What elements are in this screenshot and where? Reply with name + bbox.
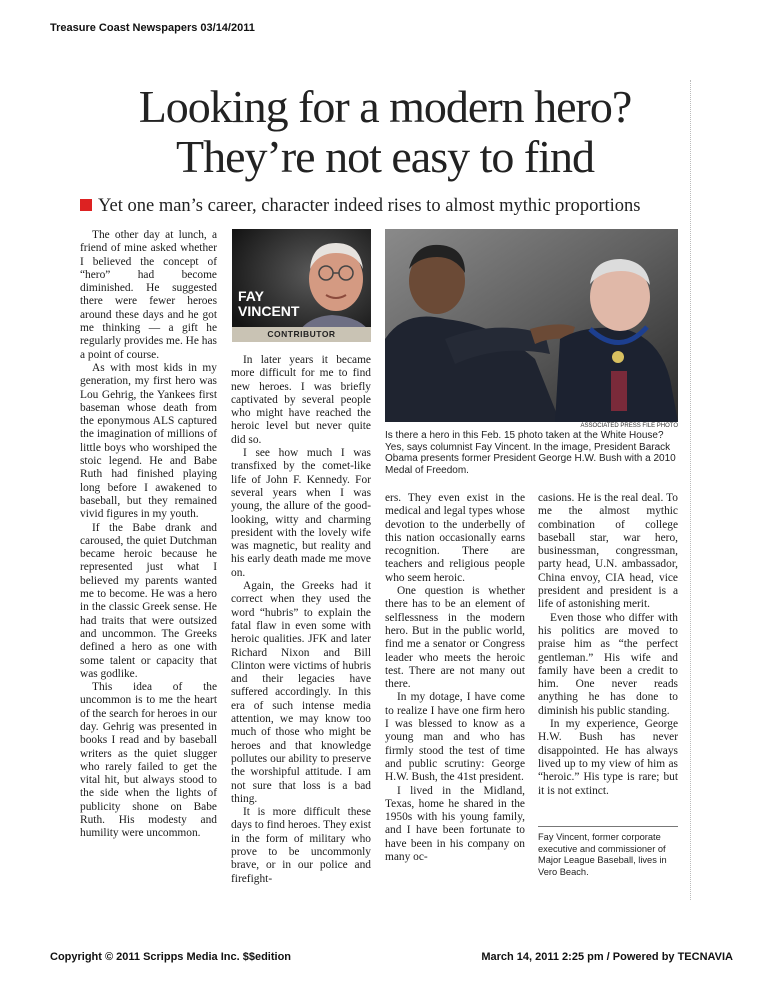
article-column-1 xyxy=(80,229,217,841)
paragraph: Even those who differ with his politics are moved to praise him as “the perfect gentleman.” His wife and family have been a credit to him. One never reads anything he has done to diminish his public standing. xyxy=(538,611,678,717)
paragraph: In my dotage, I have come to realize I have one firm hero I was blessed to know as a young man and who has firmly stood the test of time and public scrutiny: George H.W. Bush, the 41st president. xyxy=(385,691,525,784)
headline-line-2: They’re not easy to find xyxy=(176,131,594,182)
paragraph: In my experience, George H.W. Bush has never disappointed. He has always lived up to my view of him as “heroic.” His type is rare; but it is not extinct. xyxy=(538,718,678,797)
contributor-name xyxy=(238,289,299,319)
portrait-image xyxy=(232,229,371,342)
paragraph: As with most kids in my generation, my first hero was Lou Gehrig, the Yankees first baseman whose death from the eponymous ALS captured the imagination of millions of little boys who worshiped the stoic legend. He and Babe Ruth had finished playing long before I awakened to baseball, but they remained vivid figures in my youth. xyxy=(80,361,217,521)
paragraph: ers. They even exist in the medical and legal types whose devotion to the underbelly of this nation occasionally earns recognition. There are teachers and religious people who seem heroic. xyxy=(385,492,525,584)
contributor-label: CONTRIBUTOR xyxy=(232,327,371,342)
article-column-4 xyxy=(538,492,678,798)
timestamp-footer: March 14, 2011 2:25 pm / Powered by TECNAVIA xyxy=(481,951,733,963)
paragraph: It is more difficult these days to find heroes. They exist in the form of military who prove to be uncommonly brave, or in our police and firefight- xyxy=(231,806,371,885)
page-edge-dots xyxy=(690,80,692,900)
paragraph: In later years it became more difficult for me to find new heroes. I was briefly captivated by several people who might have reached the heroic level but never quite did so. xyxy=(231,354,371,446)
medal-ceremony-photo xyxy=(385,229,678,422)
headline-line-1: Looking for a modern hero? xyxy=(138,81,632,132)
paragraph: This idea of the uncommon is to me the heart of the search for heroes in our day. Gehrig was presented in books I read and by baseball writers as the quiet slugger who rarely failed to get the vital hit, but always stood to the side when the lights of publicity shone on Babe Ruth. His modesty and humility were uncommon. xyxy=(80,681,217,840)
bio-divider xyxy=(538,826,678,827)
subheadline-text: Yet one man’s career, character indeed rises to almost mythic proportions xyxy=(98,196,641,216)
photo-caption: Is there a hero in this Feb. 15 photo taken at the White House? Yes, says columnist Fay Vincent. In the image, President Barack Obama presents former President George H.W. Bush with a 2010 Medal of Freedom. xyxy=(385,430,676,476)
subheadline xyxy=(80,196,700,217)
contributor-portrait xyxy=(232,229,371,342)
author-bio: Fay Vincent, former corporate executive and commissioner of Major League Baseball, lives in Vero Beach. xyxy=(538,832,667,877)
paragraph: One question is whether there has to be an element of selflessness in the modern hero. But in the public world, find me a senator or Congress leader who meets the heroic test. There are not many out there. xyxy=(385,585,525,691)
paragraph: I see how much I was transfixed by the comet-like life of John F. Kennedy. For several years when I was young, the allure of the good-looking, witty and charming president with the lovely wife was magnetic, but reality and his early death made me move on. xyxy=(231,447,371,579)
paragraph: The other day at lunch, a friend of mine asked whether I believed the concept of “hero” had become diminished. He suggested there were fewer heroes around these days and he got me thinking — a gift he regularly provides me. He has a point of course. xyxy=(80,229,217,361)
article-column-3 xyxy=(385,492,525,864)
article-column-2 xyxy=(231,354,371,886)
publication-header: Treasure Coast Newspapers 03/14/2011 xyxy=(50,22,255,34)
paragraph: I lived in the Midland, Texas, home he shared in the 1950s with his young family, and I have been fortunate to have been in his company on many oc- xyxy=(385,784,525,864)
paragraph: Again, the Greeks had it correct when they used the word “hubris” to explain the fatal flaw in even some with heroic qualities. JFK and later Richard Nixon and Bill Clinton were victims of hubris and their legacies have suffered accordingly. In this era of such intense media attention, we may know too much of those who might be heroes and that knowledge pollutes our ability to preserve the worshipful attitude. I am not sure that loss is a bad thing. xyxy=(231,580,371,805)
paragraph: casions. He is the real deal. To me the almost mythic combination of college baseball star, war hero, businessman, congressman, party head, U.N. ambassador, China envoy, CIA head, vice president and president is a life of astonishing merit. xyxy=(538,492,678,611)
contributor-last-name: VINCENT xyxy=(238,303,300,319)
copyright-footer: Copyright © 2011 Scripps Media Inc. $$edition xyxy=(50,951,292,963)
contributor-first-name: FAY xyxy=(238,288,264,304)
news-photo xyxy=(385,229,678,422)
photo-credit: ASSOCIATED PRESS FILE PHOTO xyxy=(580,423,678,429)
headline xyxy=(60,82,710,182)
red-square-icon xyxy=(80,199,92,211)
paragraph: If the Babe drank and caroused, the quiet Dutchman became heroic because he represented just what I believed my parents wanted me to become. He was a hero in the classic Greek sense. He had traits that were outsized and uncommon. The Greeks defined a hero as one with some talent or capacity that was godlike. xyxy=(80,521,217,680)
